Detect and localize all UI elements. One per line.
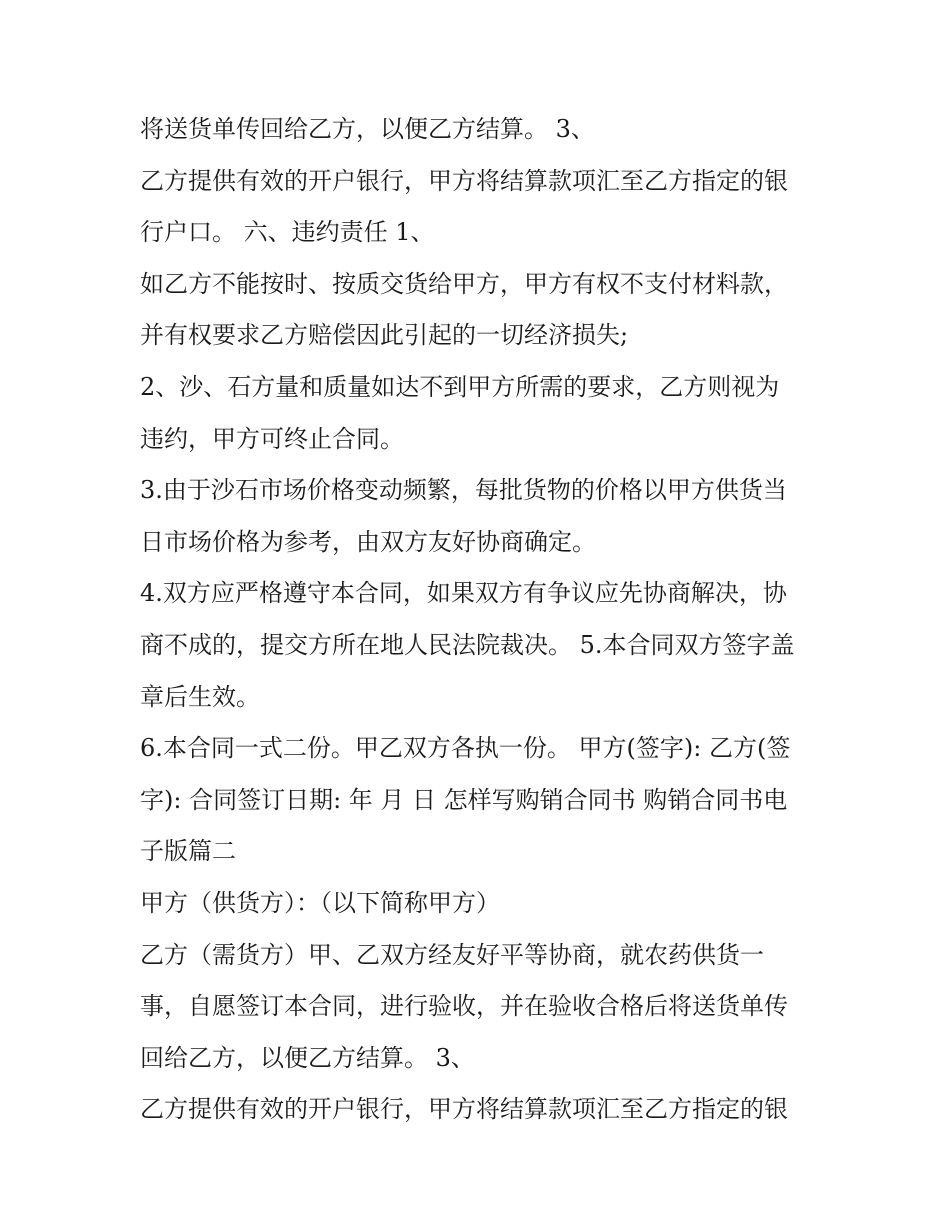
text-line: 并有权要求乙方赔偿因此引起的一切经济损失; — [140, 321, 629, 350]
text-line: 乙方（需货方）甲、乙双方经友好平等协商，就农药供货一 — [140, 940, 764, 969]
text-line: 将送货单传回给乙方，以便乙方结算。 3、 — [140, 115, 595, 143]
text-line: 违约，甲方可终止合同。 — [140, 424, 404, 453]
text-line: 6.本合同一式二份。甲乙双方各执一份。 甲方(签字): 乙方(签 — [140, 734, 791, 763]
text-line: 回给乙方，以便乙方结算。 3、 — [140, 1043, 475, 1072]
text-line: 子版篇二 — [140, 837, 236, 866]
text-line: 4.双方应严格遵守本合同，如果双方有争议应先协商解决，协 — [140, 579, 787, 608]
text-line: 3.由于沙石市场价格变动频繁，每批货物的价格以甲方供货当 — [140, 476, 787, 505]
text-line: 商不成的，提交方所在地人民法院裁决。 5.本合同双方签字盖 — [140, 630, 795, 659]
text-line: 行户口。 六、违约责任 1、 — [140, 218, 435, 247]
text-line: 乙方提供有效的开户银行，甲方将结算款项汇至乙方指定的银 — [140, 1095, 788, 1124]
text-line: 乙方提供有效的开户银行，甲方将结算款项汇至乙方指定的银 — [140, 166, 788, 195]
text-line: 字): 合同签订日期: 年 月 日 怎样写购销合同书 购销合同书电 — [140, 785, 788, 814]
text-line: 如乙方不能按时、按质交货给甲方，甲方有权不支付材料款， — [140, 269, 788, 298]
text-line: 甲方（供货方）：（以下简称甲方） — [140, 888, 500, 917]
text-line: 事，自愿签订本合同，进行验收，并在验收合格后将送货单传 — [140, 992, 788, 1021]
text-line: 2、沙、石方量和质量如达不到甲方所需的要求，乙方则视为 — [140, 372, 780, 401]
text-line: 日市场价格为参考，由双方友好协商确定。 — [140, 527, 596, 556]
text-line: 章后生效。 — [140, 682, 260, 711]
document-body — [140, 104, 820, 1136]
